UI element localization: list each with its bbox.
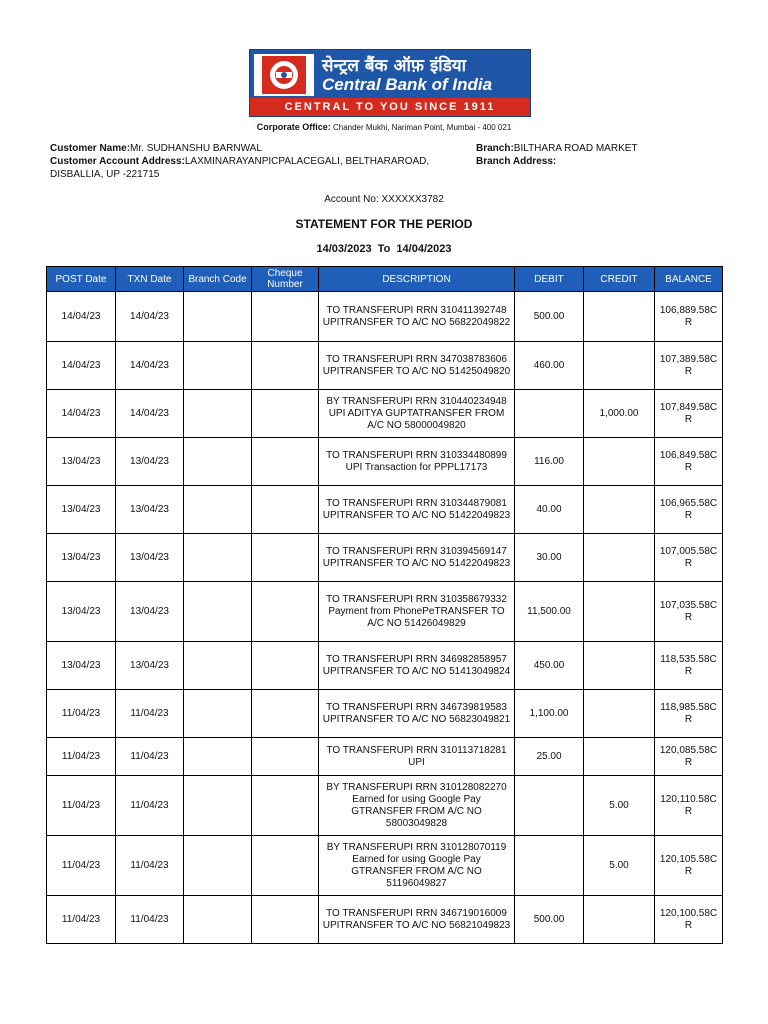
cell-post-date: 13/04/23: [47, 642, 116, 690]
cell-balance: 120,100.58CR: [655, 896, 723, 944]
transactions-table: [46, 266, 723, 944]
cell-post-date: 13/04/23: [47, 534, 116, 582]
cell-post-date: 11/04/23: [47, 836, 116, 896]
bank-tagline: CENTRAL TO YOU SINCE 1911: [250, 98, 530, 116]
cell-txn-date: 13/04/23: [116, 582, 184, 642]
cell-description: TO TRANSFERUPI RRN 310411392748 UPITRANSFER TO A/C NO 56822049822: [319, 292, 515, 342]
corporate-office: [0, 122, 768, 132]
cell-txn-date: 11/04/23: [116, 836, 184, 896]
cell-post-date: 13/04/23: [47, 582, 116, 642]
corporate-office-address: Chander Mukhi, Nariman Point, Mumbai - 400 021: [332, 123, 512, 132]
cell-credit: 5.00: [584, 836, 655, 896]
cell-txn-date: 14/04/23: [116, 342, 184, 390]
cell-description: TO TRANSFERUPI RRN 310344879081 UPITRANSFER TO A/C NO 51422049823: [319, 486, 515, 534]
cell-balance: 107,389.58CR: [655, 342, 723, 390]
cell-branch-code: [184, 390, 252, 438]
cell-description: BY TRANSFERUPI RRN 310128082270 Earned for using Google Pay GTRANSFER FROM A/C NO 58003049828: [319, 776, 515, 836]
table-row: [47, 896, 723, 944]
table-row: [47, 642, 723, 690]
cell-credit: [584, 582, 655, 642]
cell-post-date: 14/04/23: [47, 292, 116, 342]
table-row: [47, 776, 723, 836]
table-row: [47, 390, 723, 438]
cell-branch-code: [184, 776, 252, 836]
cell-balance: 118,985.58CR: [655, 690, 723, 738]
cell-balance: 107,849.58CR: [655, 390, 723, 438]
customer-name-label: Customer Name:: [50, 143, 131, 154]
cell-balance: 118,535.58CR: [655, 642, 723, 690]
cell-cheque-number: [252, 486, 319, 534]
cell-cheque-number: [252, 438, 319, 486]
statement-period: 14/03/2023 To 14/04/2023: [316, 243, 452, 255]
cell-description: TO TRANSFERUPI RRN 310113718281 UPI: [319, 738, 515, 776]
cell-debit: 460.00: [515, 342, 584, 390]
col-balance: BALANCE: [655, 267, 723, 292]
cell-branch-code: [184, 438, 252, 486]
customer-address: LAXMINARAYANPICPALACEGALI, BELTHARAROAD, DISBALLIA, UP -221715: [50, 156, 430, 180]
cell-post-date: 13/04/23: [47, 438, 116, 486]
cell-branch-code: [184, 836, 252, 896]
cell-balance: 106,889.58CR: [655, 292, 723, 342]
cell-debit: 30.00: [515, 534, 584, 582]
col-description: DESCRIPTION: [319, 267, 515, 292]
bank-name: Central Bank of India: [322, 75, 493, 94]
cell-post-date: 14/04/23: [47, 390, 116, 438]
table-row: [47, 836, 723, 896]
cell-txn-date: 14/04/23: [116, 292, 184, 342]
cell-debit: [515, 836, 584, 896]
cell-description: TO TRANSFERUPI RRN 346982858957 UPITRANSFER TO A/C NO 51413049824: [319, 642, 515, 690]
account-label: Account No:: [324, 194, 379, 205]
cell-cheque-number: [252, 582, 319, 642]
table-row: [47, 486, 723, 534]
cell-credit: [584, 438, 655, 486]
cell-credit: [584, 342, 655, 390]
branch-details: [476, 142, 726, 168]
cell-txn-date: 13/04/23: [116, 534, 184, 582]
cell-cheque-number: [252, 342, 319, 390]
branch-address-label: Branch Address:: [476, 156, 557, 167]
cell-balance: 107,035.58CR: [655, 582, 723, 642]
cell-txn-date: 11/04/23: [116, 896, 184, 944]
cell-branch-code: [184, 582, 252, 642]
cell-post-date: 11/04/23: [47, 738, 116, 776]
cell-branch-code: [184, 292, 252, 342]
cell-credit: 1,000.00: [584, 390, 655, 438]
table-row: [47, 292, 723, 342]
cell-description: TO TRANSFERUPI RRN 347038783606 UPITRANSFER TO A/C NO 51425049820: [319, 342, 515, 390]
cell-cheque-number: [252, 896, 319, 944]
cell-description: TO TRANSFERUPI RRN 310334480899 UPI Transaction for PPPL17173: [319, 438, 515, 486]
cell-branch-code: [184, 690, 252, 738]
cell-credit: [584, 534, 655, 582]
customer-name: Mr. SUDHANSHU BARNWAL: [130, 143, 262, 154]
cell-description: TO TRANSFERUPI RRN 346739819583 UPITRANSFER TO A/C NO 56823049821: [319, 690, 515, 738]
col-post-date: POST Date: [47, 267, 116, 292]
cell-branch-code: [184, 486, 252, 534]
cell-description: TO TRANSFERUPI RRN 346719016009 UPITRANSFER TO A/C NO 56821049823: [319, 896, 515, 944]
cell-branch-code: [184, 534, 252, 582]
cell-debit: [515, 390, 584, 438]
cell-description: TO TRANSFERUPI RRN 310394569147 UPITRANSFER TO A/C NO 51422049823: [319, 534, 515, 582]
cell-balance: 120,110.58CR: [655, 776, 723, 836]
cell-debit: 11,500.00: [515, 582, 584, 642]
table-row: [47, 690, 723, 738]
cell-balance: 106,965.58CR: [655, 486, 723, 534]
cell-branch-code: [184, 642, 252, 690]
cell-txn-date: 14/04/23: [116, 390, 184, 438]
cell-debit: 40.00: [515, 486, 584, 534]
cell-debit: 25.00: [515, 738, 584, 776]
account-number: [0, 194, 768, 205]
cell-cheque-number: [252, 690, 319, 738]
table-row: [47, 438, 723, 486]
cell-balance: 120,085.58CR: [655, 738, 723, 776]
cell-txn-date: 11/04/23: [116, 690, 184, 738]
cell-post-date: 13/04/23: [47, 486, 116, 534]
col-cheque-number: Cheque Number: [252, 267, 319, 292]
cell-description: TO TRANSFERUPI RRN 310358679332 Payment from PhonePeTRANSFER TO A/C NO 51426049829: [319, 582, 515, 642]
cell-txn-date: 11/04/23: [116, 738, 184, 776]
table-header-row: [47, 267, 723, 292]
cell-cheque-number: [252, 390, 319, 438]
cell-debit: 116.00: [515, 438, 584, 486]
cell-description: BY TRANSFERUPI RRN 310440234948 UPI ADITYA GUPTATRANSFER FROM A/C NO 58000049820: [319, 390, 515, 438]
customer-address-label: Customer Account Address:: [50, 156, 185, 167]
cell-debit: 1,100.00: [515, 690, 584, 738]
cell-credit: 5.00: [584, 776, 655, 836]
cell-txn-date: 13/04/23: [116, 642, 184, 690]
cell-balance: 106,849.58CR: [655, 438, 723, 486]
cell-post-date: 14/04/23: [47, 342, 116, 390]
cell-debit: 450.00: [515, 642, 584, 690]
branch-name: BILTHARA ROAD MARKET: [513, 143, 638, 154]
bank-emblem-icon: [254, 54, 314, 96]
statement-title: STATEMENT FOR THE PERIOD: [295, 217, 473, 231]
col-debit: DEBIT: [515, 267, 584, 292]
cell-branch-code: [184, 896, 252, 944]
cell-debit: 500.00: [515, 896, 584, 944]
branch-label: Branch:: [476, 143, 514, 154]
cell-cheque-number: [252, 836, 319, 896]
customer-details: [50, 142, 470, 181]
cell-post-date: 11/04/23: [47, 776, 116, 836]
cell-description: BY TRANSFERUPI RRN 310128070119 Earned for using Google Pay GTRANSFER FROM A/C NO 51196049827: [319, 836, 515, 896]
cell-branch-code: [184, 738, 252, 776]
cell-cheque-number: [252, 776, 319, 836]
cell-credit: [584, 896, 655, 944]
cell-debit: [515, 776, 584, 836]
bank-logo: [249, 49, 531, 117]
cell-credit: [584, 690, 655, 738]
cell-balance: 120,105.58CR: [655, 836, 723, 896]
cell-balance: 107,005.58CR: [655, 534, 723, 582]
cell-cheque-number: [252, 738, 319, 776]
cell-txn-date: 13/04/23: [116, 486, 184, 534]
table-row: [47, 738, 723, 776]
col-credit: CREDIT: [584, 267, 655, 292]
cell-txn-date: 11/04/23: [116, 776, 184, 836]
table-row: [47, 582, 723, 642]
cell-post-date: 11/04/23: [47, 690, 116, 738]
col-branch-code: Branch Code: [184, 267, 252, 292]
cell-txn-date: 13/04/23: [116, 438, 184, 486]
cell-debit: 500.00: [515, 292, 584, 342]
corporate-office-label: Corporate Office:: [256, 122, 331, 132]
cell-credit: [584, 642, 655, 690]
col-txn-date: TXN Date: [116, 267, 184, 292]
account-value: XXXXXX3782: [381, 194, 444, 205]
cell-credit: [584, 486, 655, 534]
cell-cheque-number: [252, 292, 319, 342]
cell-cheque-number: [252, 642, 319, 690]
bank-name-hindi: सेन्ट्रल बैंक ऑफ़ इंडिया: [322, 56, 467, 76]
transactions-body: [47, 292, 723, 944]
cell-cheque-number: [252, 534, 319, 582]
cell-branch-code: [184, 342, 252, 390]
table-row: [47, 342, 723, 390]
cell-post-date: 11/04/23: [47, 896, 116, 944]
table-row: [47, 534, 723, 582]
cell-credit: [584, 738, 655, 776]
cell-credit: [584, 292, 655, 342]
